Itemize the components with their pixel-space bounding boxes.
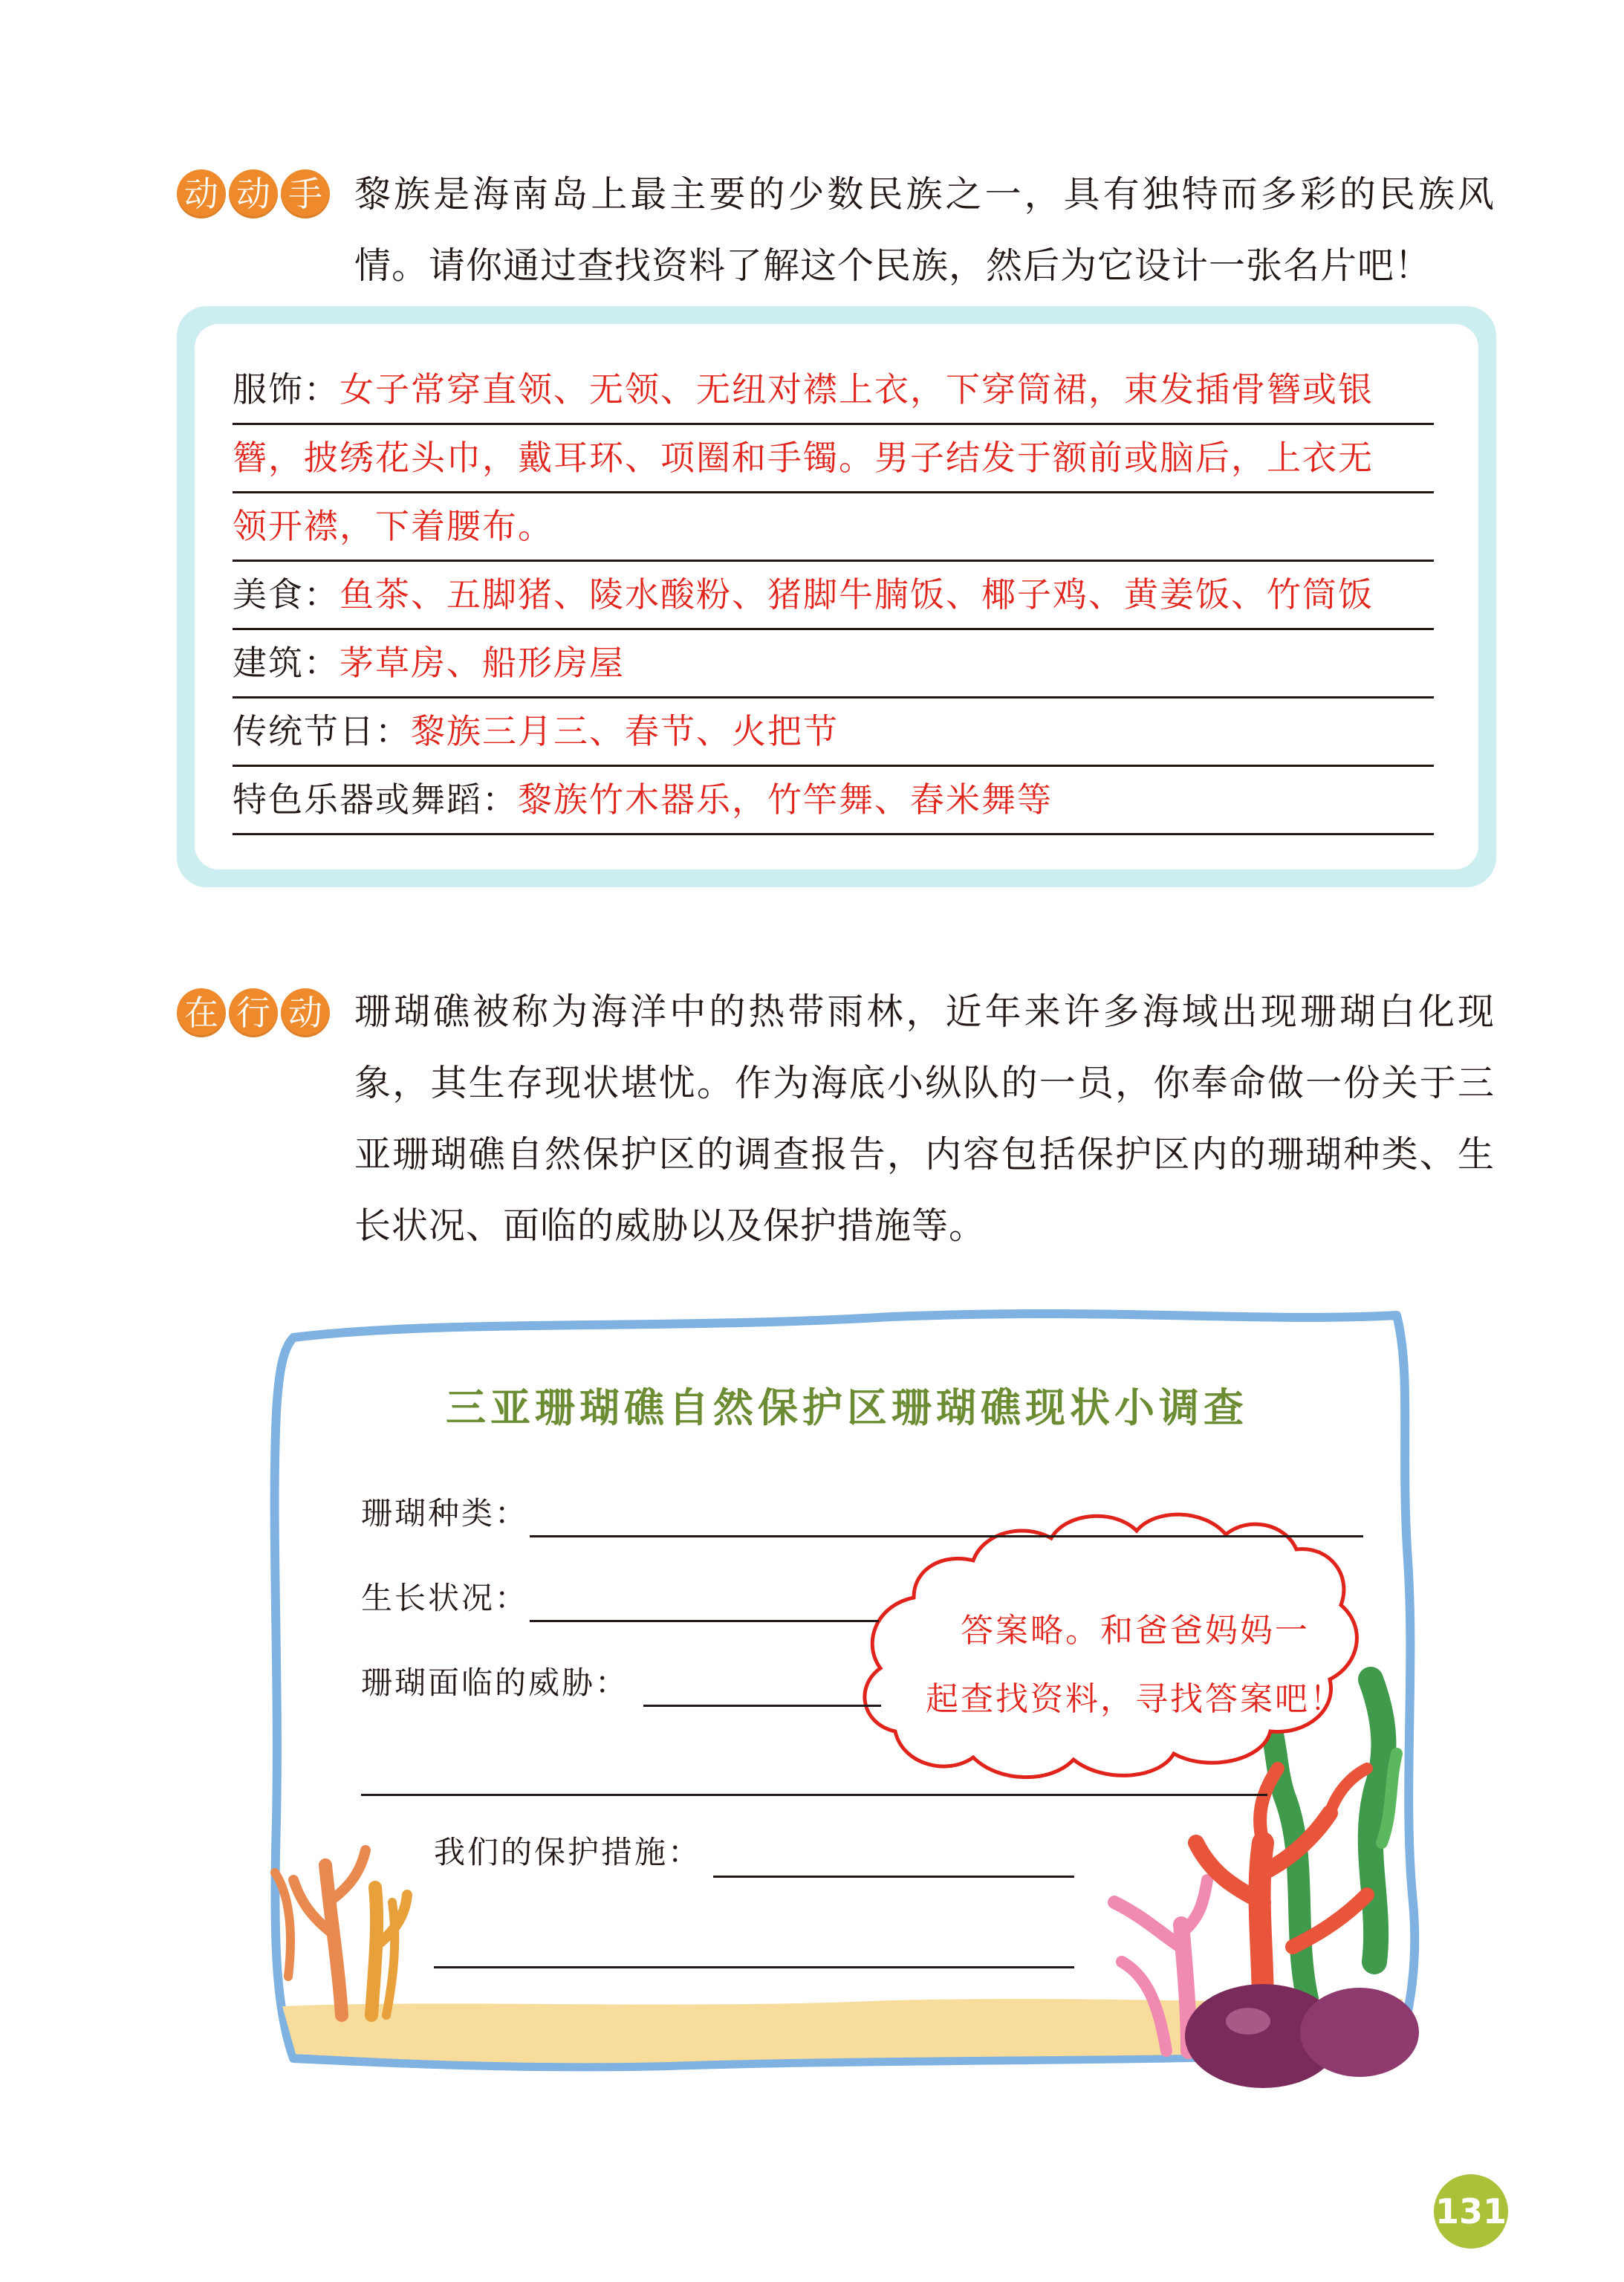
row-label: 传统节日：	[233, 711, 411, 751]
measures-label: 我们的保护措施：	[434, 1834, 702, 1870]
row-answer: 黎族竹木器乐，竹竿舞、舂米舞等	[518, 779, 1053, 820]
row-answer: 女子常穿直领、无领、无纽对襟上衣，下穿筒裙，束发插骨簪或银	[340, 369, 1374, 409]
page-number: 131	[1434, 2174, 1508, 2249]
threat-answer-line-2[interactable]	[361, 1794, 1267, 1796]
row-label: 服饰：	[233, 369, 340, 409]
growth-label: 生长状况：	[361, 1580, 529, 1616]
row-label: 建筑：	[233, 643, 340, 683]
badge-char: 动	[177, 169, 226, 218]
purple-rocks-illustration	[1185, 1984, 1419, 2088]
badge-char: 动	[229, 169, 278, 218]
cloud-text-line2: 起查找资料，寻找答案吧！	[926, 1680, 1345, 1718]
badge-char: 行	[229, 988, 278, 1037]
activity2-instruction: 珊瑚礁被称为海洋中的热带雨林，近年来许多海域出现珊瑚白化现象，其生存现状堪忧。作为海底小纵队的一员，你奉命做一份关于三亚珊瑚礁自然保护区的调查报告，内容包括保护区内的珊瑚种类、生长状况、面临的威胁以及保护措施等。	[354, 991, 1495, 1247]
badge-char: 手	[281, 169, 330, 218]
row-answer: 鱼茶、五脚猪、陵水酸粉、猪脚牛腩饭、椰子鸡、黄姜饭、竹筒饭	[340, 574, 1374, 615]
row-answer: 簪，披绣花头巾，戴耳环、项圈和手镯。男子结发于额前或脑后，上衣无	[233, 438, 1374, 478]
measures-answer-line[interactable]	[713, 1876, 1074, 1878]
growth-answer-line[interactable]	[530, 1620, 879, 1622]
cloud-text-line1: 答案略。和爸爸妈妈一	[961, 1612, 1310, 1650]
threat-label: 珊瑚面临的威胁：	[361, 1665, 629, 1701]
row-label: 特色乐器或舞蹈：	[233, 779, 518, 820]
species-label: 珊瑚种类：	[361, 1495, 529, 1531]
activity1-instruction: 黎族是海南岛上最主要的少数民族之一，具有独特而多彩的民族风情。请你通过查找资料了解这个民族，然后为它设计一张名片吧！	[354, 173, 1495, 287]
row-answer: 黎族三月三、春节、火把节	[411, 711, 839, 751]
survey-title: 三亚珊瑚礁自然保护区珊瑚礁现状小调查	[446, 1384, 1248, 1431]
row-answer: 茅草房、船形房屋	[340, 643, 625, 683]
species-answer-line[interactable]	[530, 1535, 1363, 1537]
row-answer: 领开襟，下着腰布。	[233, 506, 553, 546]
badge-char: 动	[281, 988, 330, 1037]
badge-char: 在	[177, 988, 226, 1037]
measures-answer-line-2[interactable]	[434, 1966, 1074, 1968]
row-label: 美食：	[233, 574, 340, 615]
threat-answer-line[interactable]	[643, 1705, 881, 1707]
